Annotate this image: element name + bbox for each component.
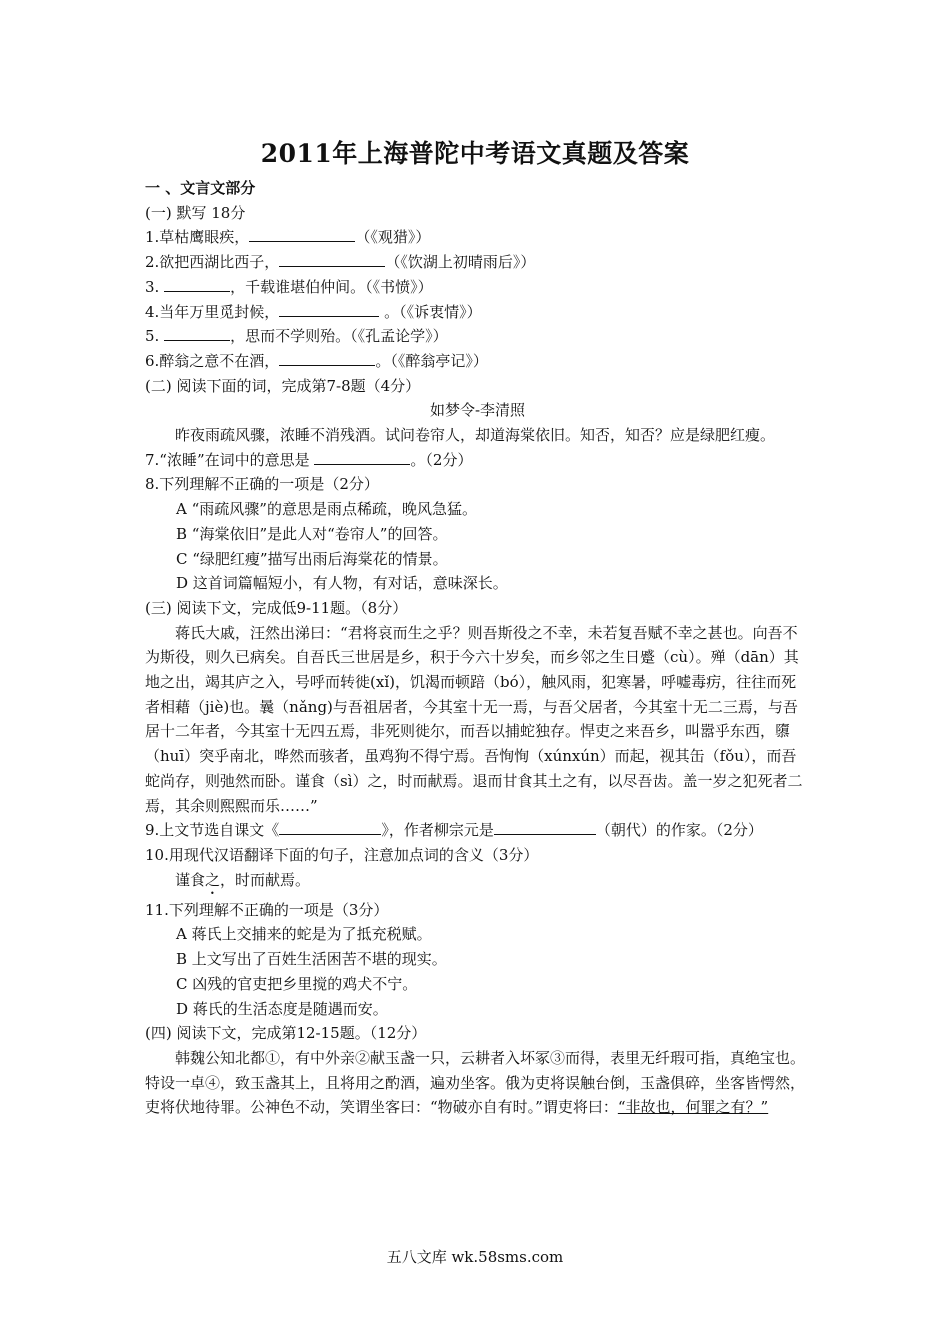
page-title: 2011年上海普陀中考语文真题及答案 bbox=[260, 139, 690, 168]
answer-blank[interactable] bbox=[279, 252, 385, 267]
question-9: 9.上文节选自课文《 》，作者柳宗元是 （朝代）的作家。（2分） bbox=[145, 821, 763, 840]
question-2: 2.欲把西湖比西子， （《饮湖上初晴雨后》） bbox=[145, 253, 536, 272]
answer-blank[interactable] bbox=[164, 326, 230, 341]
option-d: D 这首词篇幅短小，有人物，有对话，意味深长。 bbox=[176, 574, 508, 593]
option-b: B 上文写出了百姓生活困苦不堪的现实。 bbox=[176, 950, 447, 969]
option-c: C “绿肥红瘦”描写出雨后海棠花的情景。 bbox=[176, 549, 448, 568]
passage-text: 韩魏公知北都①，有中外亲②献玉盏一只，云耕者入坏冢③而得，表里无纤瑕可指，真绝宝也。特设一卓④，致玉盏其上，且将用之酌酒，遍劝坐客。俄为吏将误触台倒，玉盏俱碎，坐客皆愕然，吏将伏地待罪。公神色不动，笑谓坐客曰：“物破亦自有时。”谓吏将曰：“非故也，何罪之有？” bbox=[145, 1048, 806, 1117]
part-title: (四) 阅读下文，完成第12-15题。（12分） bbox=[145, 1024, 427, 1043]
option-a: A 蒋氏上交捕来的蛇是为了抵充税赋。 bbox=[176, 925, 432, 944]
document-body bbox=[145, 176, 810, 1120]
answer-blank[interactable] bbox=[249, 227, 355, 242]
underlined-quote: “非故也，何罪之有？” bbox=[617, 1098, 769, 1117]
question-8: 8.下列理解不正确的一项是（2分） bbox=[145, 475, 379, 494]
option-b: B “海棠依旧”是此人对“卷帘人”的回答。 bbox=[176, 524, 448, 543]
question-4: 4.当年万里觅封候， 。（《诉衷情》） bbox=[145, 302, 482, 321]
footer-watermark: 五八文库 wk.58sms.com bbox=[386, 1248, 564, 1266]
answer-blank[interactable] bbox=[314, 450, 410, 465]
poem-text: 昨夜雨疏风骤，浓睡不消残酒。试问卷帘人，却道海棠依旧。知否，知否？应是绿肥红瘦。 bbox=[175, 426, 776, 445]
emphasis-dot-char: 之 bbox=[205, 870, 221, 889]
question-6: 6.醉翁之意不在酒， 。（《醉翁亭记》） bbox=[145, 351, 488, 370]
poem-title: 如梦令-李清照 bbox=[429, 401, 526, 420]
part-title: (二) 阅读下面的词，完成第7-8题（4分） bbox=[145, 376, 421, 395]
answer-blank[interactable] bbox=[279, 351, 375, 366]
option-c: C 凶残的官吏把乡里搅的鸡犬不宁。 bbox=[176, 974, 418, 993]
question-7: 7.“浓睡”在词中的意思是 。（2分） bbox=[145, 450, 473, 469]
question-11: 11.下列理解不正确的一项是（3分） bbox=[145, 900, 389, 919]
answer-blank[interactable] bbox=[279, 302, 379, 317]
question-1: 1.草枯鹰眼疾， （《观猎》） bbox=[145, 228, 431, 247]
part-title: (三) 阅读下文，完成低9-11题。（8分） bbox=[145, 598, 408, 617]
section-heading: 一 、文言文部分 bbox=[145, 179, 256, 197]
question-5: 5. ，思而不学则殆。（《孔孟论学》） bbox=[145, 327, 448, 346]
answer-blank[interactable] bbox=[494, 820, 596, 835]
translation-sentence: 谨食之，时而献焉。 bbox=[175, 870, 311, 889]
passage-text: 蒋氏大戚，汪然出涕曰：“君将哀而生之乎？则吾斯役之不幸，未若复吾赋不幸之甚也。向吾不为斯役，则久已病矣。自吾氏三世居是乡，积于今六十岁矣，而乡邻之生日蹙（cù）。殚（dān）其地之出，竭其庐之入，号呼而转徙(xǐ)，饥渴而顿踣（bó），触风雨，犯寒暑，呼嘘毒疠，往往而死者相藉（jiè)也。曩（nǎng)与吾祖居者，今其室十无一焉，与吾父居者，今其室十无二三焉，与吾居十二年者，今其室十无四五焉，非死则徙尔，而吾以捕蛇独存。悍吏之来吾乡，叫嚣乎东西，隳（huī）突乎南北，哗然而骇者，虽鸡狗不得宁焉。吾恂恂（xúnxún）而起，视其缶（fǒu），而吾蛇尚存，则弛然而卧。谨食（sì）之，时而献焉。退而甘食其土之有，以尽吾齿。盖一岁之犯死者二焉，其余则熙熙而乐……” bbox=[145, 623, 803, 815]
question-3: 3. ，千载谁堪伯仲间。（《书愤》） bbox=[145, 277, 433, 296]
question-10: 10.用现代汉语翻译下面的句子，注意加点词的含义（3分） bbox=[145, 845, 539, 864]
answer-blank[interactable] bbox=[279, 820, 381, 835]
option-a: A “雨疏风骤”的意思是雨点稀疏，晚风急猛。 bbox=[176, 500, 477, 519]
option-d: D 蒋氏的生活态度是随遇而安。 bbox=[176, 999, 388, 1018]
part-title: (一) 默写 18分 bbox=[145, 203, 246, 222]
answer-blank[interactable] bbox=[164, 277, 230, 292]
